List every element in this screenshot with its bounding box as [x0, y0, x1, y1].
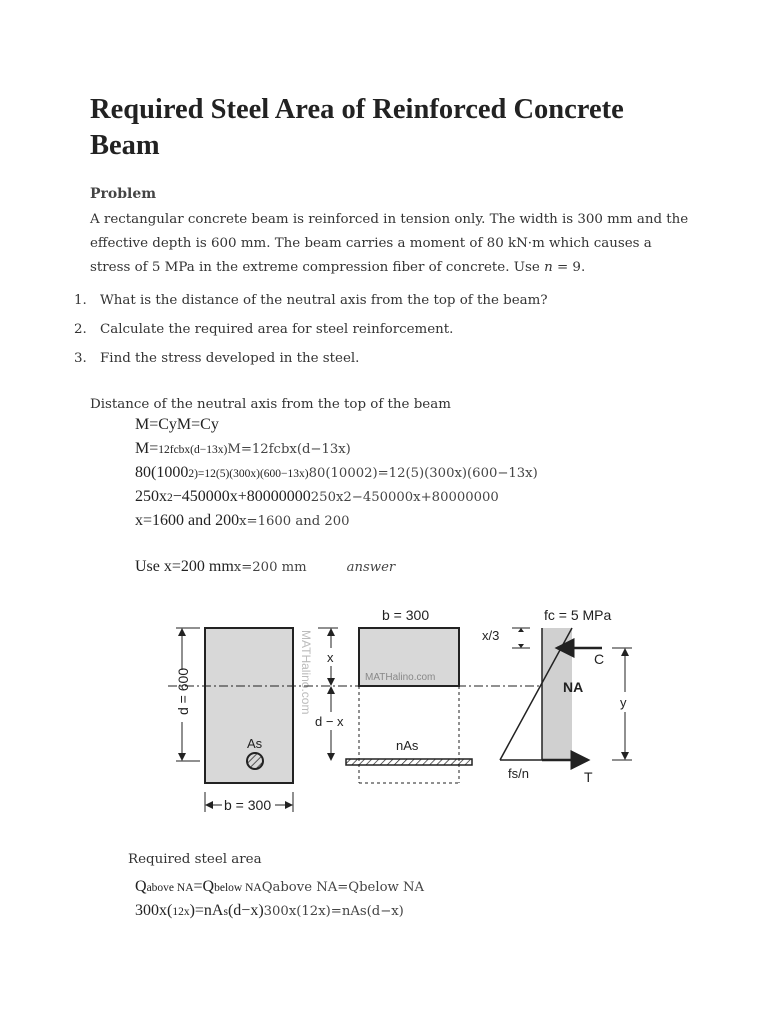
- eq-part: x=1600 and 200: [135, 512, 240, 529]
- eq-part: 80(1000: [135, 464, 189, 481]
- beam-figure: [0, 600, 768, 840]
- equation-steel-area: [135, 902, 404, 920]
- y-label: y: [620, 695, 627, 710]
- question-text: Find the stress developed in the steel.: [100, 351, 360, 366]
- transformed-steel: [346, 759, 472, 765]
- question-item: [74, 286, 694, 315]
- eq-part: Use x=200 mm: [135, 558, 234, 575]
- question-text: Calculate the required area for steel reinforcement.: [100, 322, 454, 337]
- width-label-bottom: b = 300: [224, 797, 272, 813]
- eq-part: )=nA: [189, 902, 224, 919]
- question-number: 2.: [74, 322, 87, 337]
- problem-heading: Problem: [90, 186, 157, 202]
- eq-part: 300x(: [135, 902, 173, 919]
- equation-moment-expanded: [135, 440, 351, 458]
- t-label: T: [584, 769, 593, 785]
- eq-part: below NA: [214, 882, 262, 894]
- answer-label: answer: [346, 560, 396, 575]
- equation-moment-areas: [135, 878, 424, 896]
- eq-part: s: [223, 906, 228, 918]
- question-item: [74, 315, 694, 344]
- equation-roots: [135, 512, 350, 530]
- fsn-label: fs/n: [508, 766, 529, 781]
- watermark-2: MATHalino.com: [365, 672, 436, 683]
- equation-moment: M=CyM=Cy: [135, 416, 219, 433]
- section-heading-neutral-axis: Distance of the neutral axis from the top of the beam: [90, 397, 451, 412]
- eq-duplicate: x=1600 and 200: [239, 514, 350, 529]
- eq-part: above NA: [146, 882, 194, 894]
- question-number: 1.: [74, 293, 87, 308]
- equation-quadratic: [135, 488, 499, 506]
- equation-substituted: [135, 464, 538, 482]
- statement-text: A rectangular concrete beam is reinforced in tension only. The width is 300 mm and the effective depth is 600 mm. The beam carries a moment of 80 kN·m which causes a stress of 5 MPa in the extreme compression fiber of concrete. Use: [90, 212, 689, 275]
- problem-statement: [90, 208, 690, 280]
- eq-part: 12fcbx(d−13x): [158, 444, 228, 456]
- as-label: As: [247, 736, 263, 751]
- steel-bar: [247, 753, 263, 769]
- x3-label: x/3: [482, 628, 500, 643]
- equation-use-x: [135, 558, 395, 576]
- eq-duplicate: 300x(12x)=nAs(d−x): [263, 904, 404, 919]
- eq-part: M=: [135, 440, 159, 457]
- eq-part: 12x: [172, 906, 190, 918]
- eq-part: 250x: [135, 488, 167, 505]
- c-label: C: [594, 651, 605, 667]
- question-item: [74, 344, 694, 373]
- question-text: What is the distance of the neutral axis from the top of the beam?: [100, 293, 548, 308]
- question-number: 3.: [74, 351, 87, 366]
- section-heading-steel-area: Required steel area: [128, 852, 262, 867]
- page-title: Required Steel Area of Reinforced Concrete Beam: [90, 94, 624, 161]
- eq-duplicate: 80(10002)=12(5)(300x)(600−13x): [308, 466, 538, 481]
- watermark: MATHalino.com: [299, 630, 313, 715]
- width-label-top: b = 300: [382, 607, 430, 623]
- eq-part: Q: [135, 878, 147, 895]
- x-label: x: [327, 650, 334, 665]
- fc-label: fc = 5 MPa: [544, 607, 612, 623]
- nas-label: nAs: [396, 738, 419, 753]
- eq-part: =Q: [193, 878, 215, 895]
- eq-part: (d−x): [227, 902, 264, 919]
- depth-label: d = 600: [175, 667, 191, 715]
- eq-duplicate: M=12fcbx(d−13x): [227, 442, 351, 457]
- eq-duplicate: Qabove NA=Qbelow NA: [261, 880, 425, 895]
- eq-duplicate: x=200 mm: [233, 560, 307, 575]
- eq-part: −450000x+80000000: [172, 488, 311, 505]
- statement-text-end: = 9.: [552, 260, 586, 275]
- eq-part: 2)=12(5)(300x)(600−13x): [188, 468, 309, 480]
- statement-variable: n: [544, 260, 553, 275]
- d-minus-x-label: d − x: [315, 714, 344, 729]
- na-label: NA: [563, 679, 584, 695]
- eq-part: 2: [167, 492, 173, 504]
- eq-duplicate: 250x2−450000x+80000000: [310, 490, 499, 505]
- question-list: [74, 286, 694, 373]
